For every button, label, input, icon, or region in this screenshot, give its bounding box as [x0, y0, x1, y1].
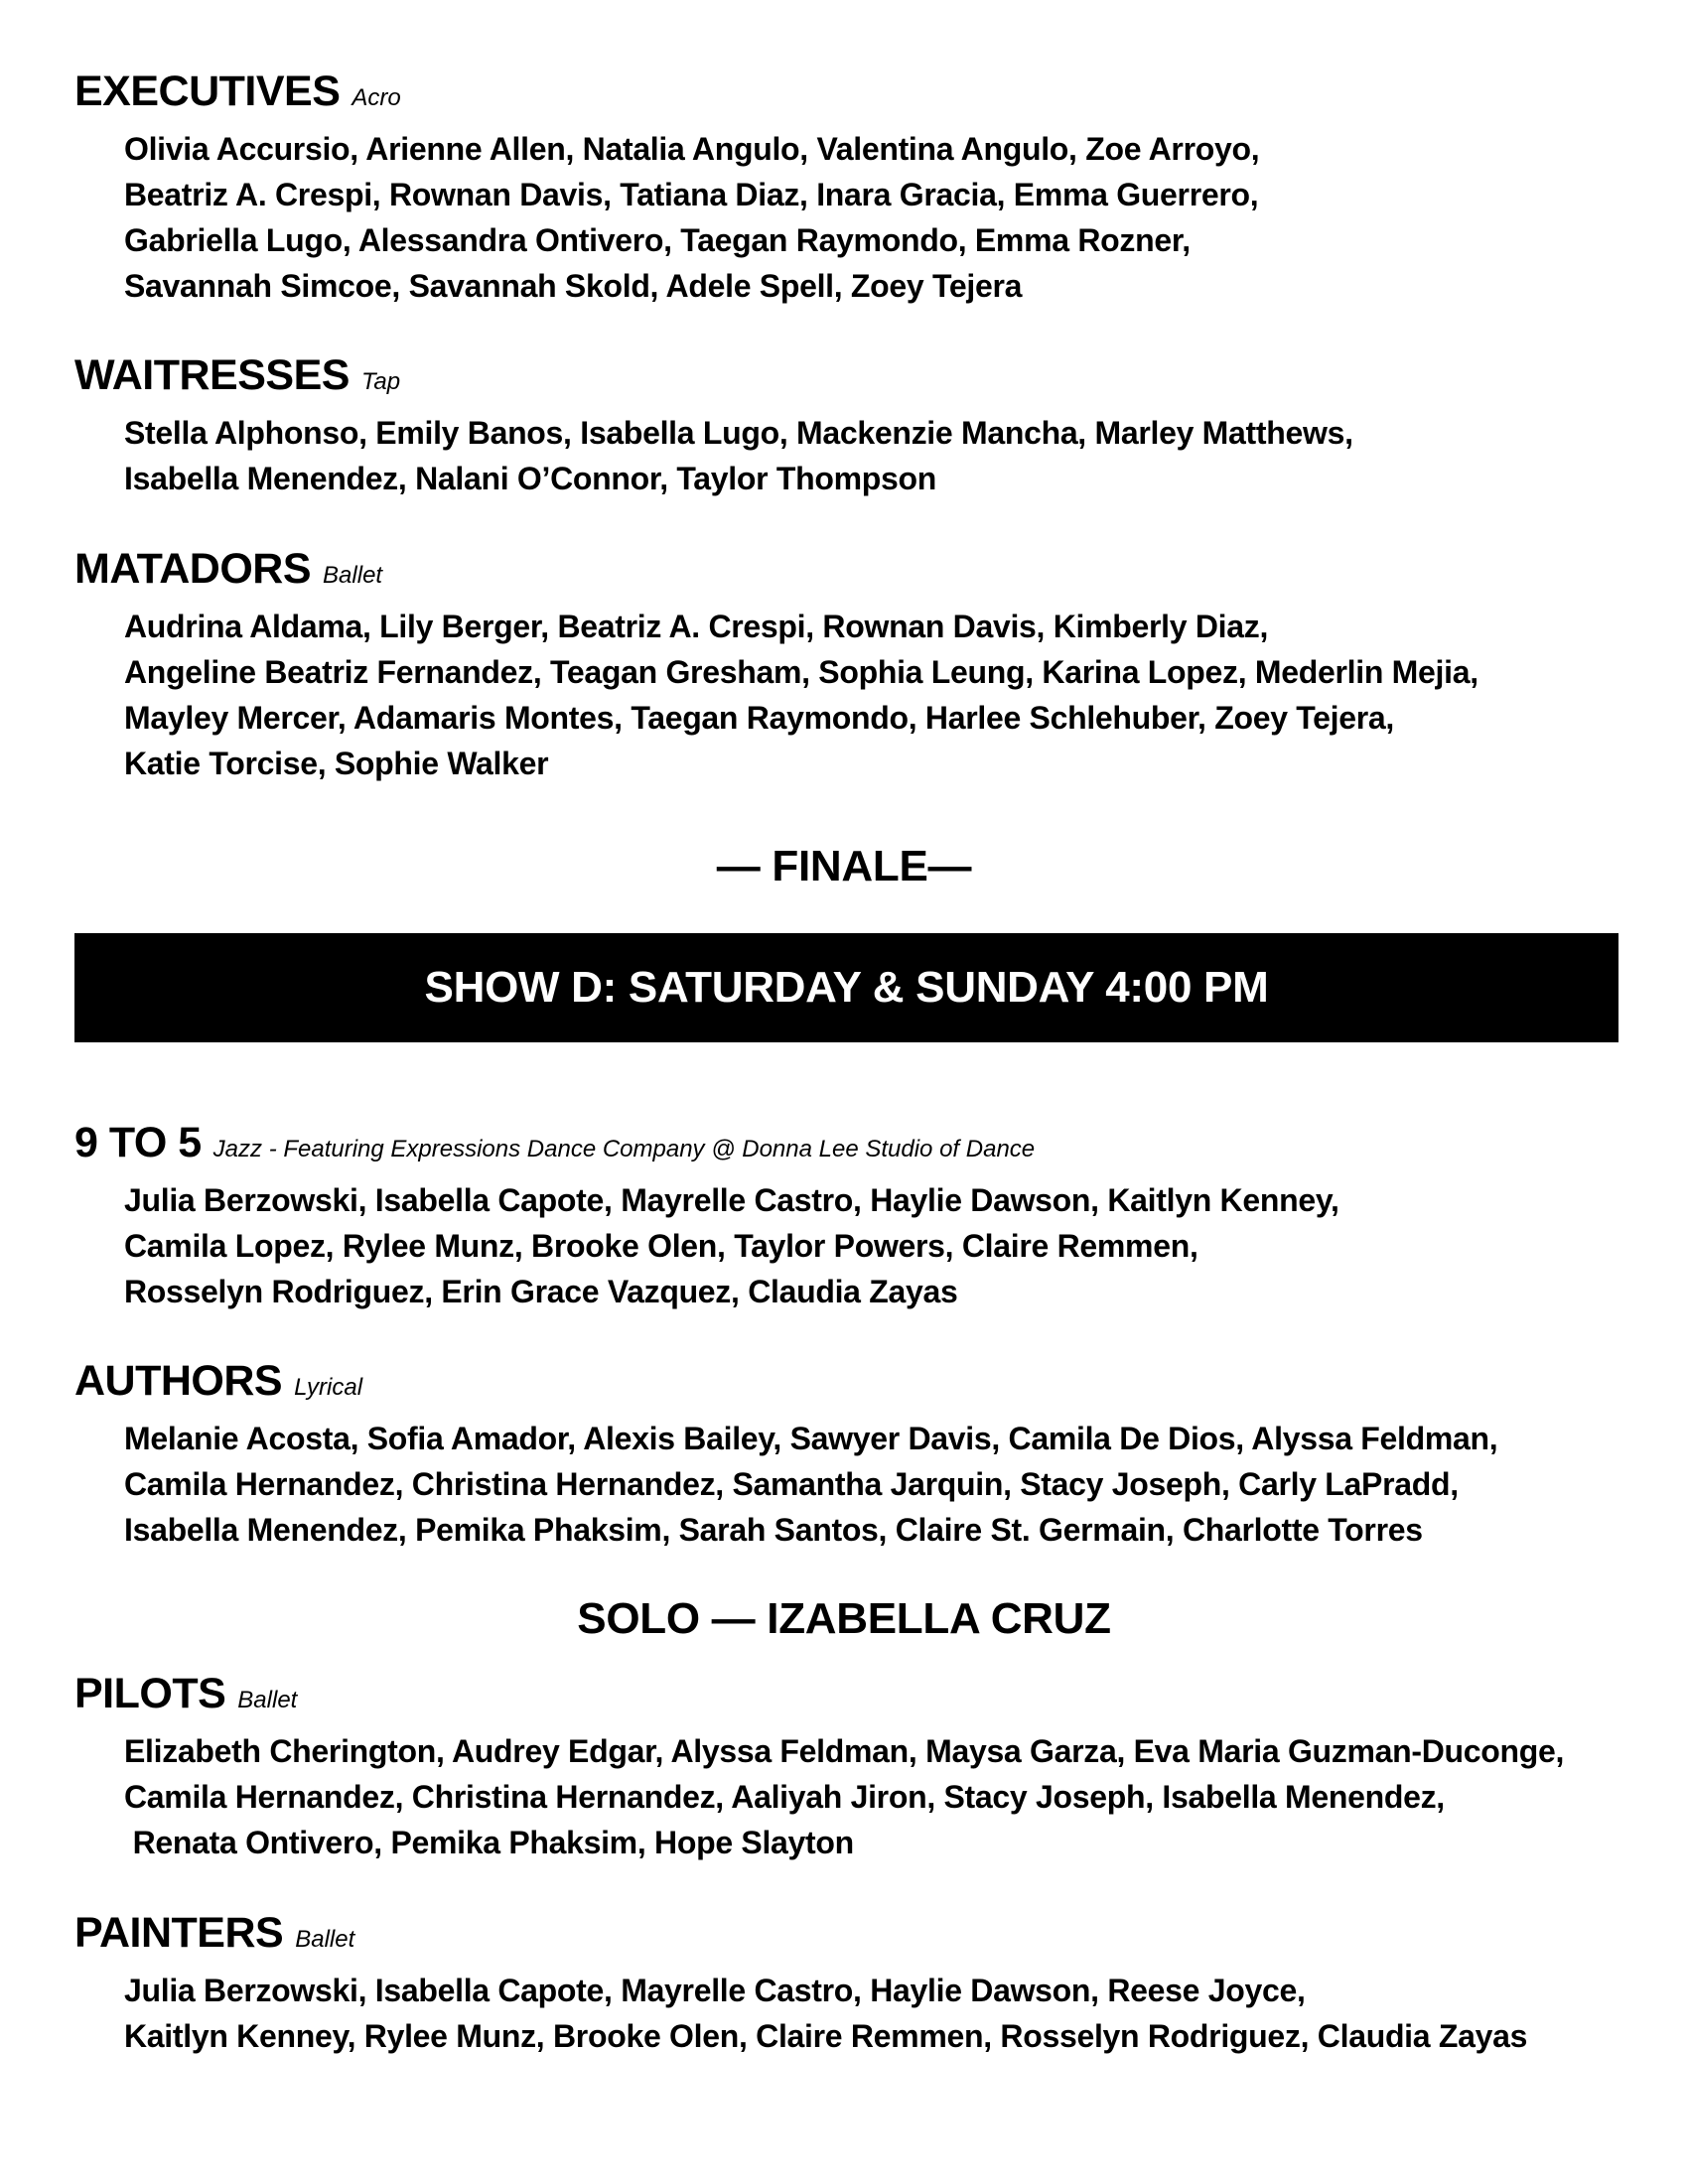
cast-line: Katie Torcise, Sophie Walker [124, 746, 549, 781]
cast-line: Camila Hernandez, Christina Hernandez, Samantha Jarquin, Stacy Joseph, Carly LaPradd, [124, 1466, 1459, 1502]
section-heading [74, 351, 1623, 406]
section-style: Ballet [237, 1687, 298, 1713]
cast-list [124, 126, 1623, 309]
section-waitresses [74, 351, 1623, 501]
cast-list [124, 1728, 1623, 1865]
section-heading [74, 545, 1623, 600]
section-style: Tap [360, 368, 401, 395]
cast-line: Melanie Acosta, Sofia Amador, Alexis Bailey, Sawyer Davis, Camila De Dios, Alyssa Feldman, [124, 1421, 1498, 1456]
show-banner [74, 933, 1618, 1042]
cast-list [124, 604, 1623, 786]
finale-heading: — FINALE— [716, 842, 972, 890]
cast-list [124, 410, 1623, 501]
section-heading [74, 1670, 1623, 1724]
section-matadors [74, 545, 1623, 786]
section-style: Lyrical [294, 1374, 363, 1401]
section-heading [74, 68, 1623, 122]
section-title: MATADORS [74, 545, 312, 593]
section-title: 9 TO 5 [74, 1119, 202, 1166]
cast-line: Beatriz A. Crespi, Rownan Davis, Tatiana Diaz, Inara Gracia, Emma Guerrero, [124, 177, 1259, 212]
cast-line: Stella Alphonso, Emily Banos, Isabella Lugo, Mackenzie Mancha, Marley Matthews, [124, 415, 1353, 451]
cast-line: Julia Berzowski, Isabella Capote, Mayrelle Castro, Haylie Dawson, Kaitlyn Kenney, [124, 1182, 1339, 1218]
cast-line: Rosselyn Rodriguez, Erin Grace Vazquez, Claudia Zayas [124, 1274, 958, 1309]
cast-list [124, 1177, 1623, 1314]
solo-heading: SOLO — IZABELLA CRUZ [577, 1594, 1111, 1643]
cast-list [124, 1968, 1623, 2059]
section-painters [74, 1909, 1623, 2059]
section-style: Ballet [295, 1926, 355, 1953]
section-heading [74, 1119, 1623, 1173]
cast-line: Audrina Aldama, Lily Berger, Beatriz A. Crespi, Rownan Davis, Kimberly Diaz, [124, 609, 1269, 644]
cast-line: Isabella Menendez, Nalani O’Connor, Taylor Thompson [124, 461, 937, 496]
section-heading [74, 1909, 1623, 1964]
section-authors [74, 1357, 1623, 1553]
section-style: Acro [352, 84, 401, 111]
section-heading [74, 1357, 1623, 1412]
section-title: PAINTERS [74, 1909, 284, 1957]
cast-line: Renata Ontivero, Pemika Phaksim, Hope Slayton [124, 1825, 854, 1860]
cast-line: Savannah Simcoe, Savannah Skold, Adele Spell, Zoey Tejera [124, 268, 1023, 304]
cast-line: Julia Berzowski, Isabella Capote, Mayrelle Castro, Haylie Dawson, Reese Joyce, [124, 1973, 1306, 2008]
section-title: WAITRESSES [74, 351, 350, 399]
section-title: PILOTS [74, 1670, 226, 1717]
cast-line: Mayley Mercer, Adamaris Montes, Taegan Raymondo, Harlee Schlehuber, Zoey Tejera, [124, 700, 1394, 736]
show-banner-text: SHOW D: SATURDAY & SUNDAY 4:00 PM [424, 963, 1269, 1012]
cast-line: Camila Lopez, Rylee Munz, Brooke Olen, Taylor Powers, Claire Remmen, [124, 1228, 1198, 1264]
section-style: Jazz - Featuring Expressions Dance Company @ Donna Lee Studio of Dance [212, 1136, 1036, 1162]
section-title: AUTHORS [74, 1357, 283, 1405]
cast-line: Camila Hernandez, Christina Hernandez, Aaliyah Jiron, Stacy Joseph, Isabella Menendez, [124, 1779, 1445, 1815]
cast-list [124, 1416, 1623, 1553]
section-style: Ballet [323, 562, 383, 589]
cast-line: Isabella Menendez, Pemika Phaksim, Sarah Santos, Claire St. Germain, Charlotte Torres [124, 1512, 1423, 1548]
cast-line: Angeline Beatriz Fernandez, Teagan Gresham, Sophia Leung, Karina Lopez, Mederlin Mejia, [124, 654, 1478, 690]
cast-line: Elizabeth Cherington, Audrey Edgar, Alyssa Feldman, Maysa Garza, Eva Maria Guzman-Duconge, [124, 1733, 1565, 1769]
cast-line: Gabriella Lugo, Alessandra Ontivero, Taegan Raymondo, Emma Rozner, [124, 222, 1191, 258]
section-pilots [74, 1670, 1623, 1865]
section-executives [74, 68, 1623, 309]
section-9-to-5 [74, 1119, 1623, 1314]
cast-line: Kaitlyn Kenney, Rylee Munz, Brooke Olen, Claire Remmen, Rosselyn Rodriguez, Claudia Zayas [124, 2018, 1528, 2054]
section-title: EXECUTIVES [74, 68, 341, 115]
cast-line: Olivia Accursio, Arienne Allen, Natalia Angulo, Valentina Angulo, Zoe Arroyo, [124, 131, 1260, 167]
